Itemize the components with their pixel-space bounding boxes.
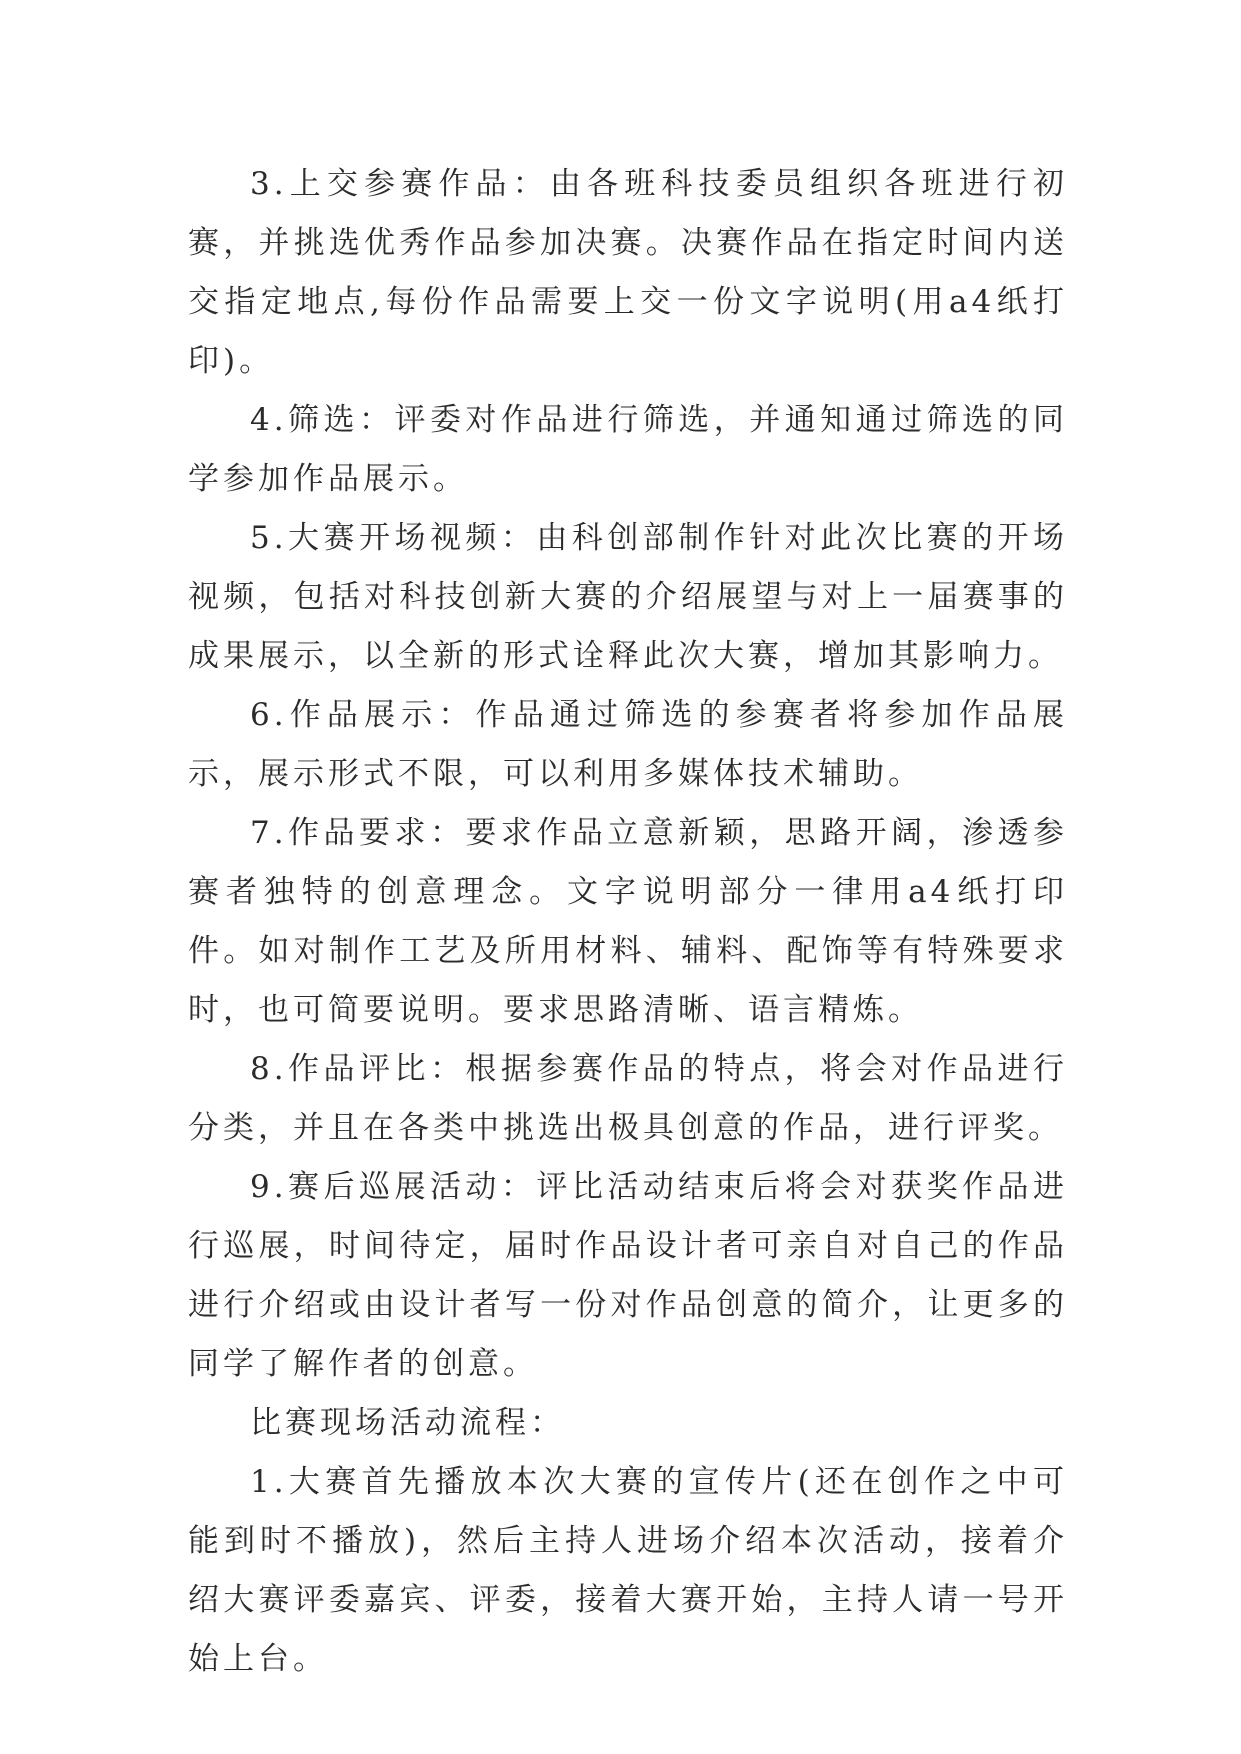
paragraph-submit-works: 3.上交参赛作品：由各班科技委员组织各班进行初赛，并挑选优秀作品参加决赛。决赛作品在指定时间内送交指定地点,每份作品需要上交一份文字说明(用a4纸打印)。 (188, 166, 1068, 379)
paragraph-work-display: 6.作品展示：作品通过筛选的参赛者将参加作品展示，展示形式不限，可以利用多媒体技术辅助。 (188, 697, 1068, 792)
paragraph-work-requirements: 7.作品要求：要求作品立意新颖，思路开阔，渗透参赛者独特的创意理念。文字说明部分一律用a4纸打印件。如对制作工艺及所用材料、辅料、配饰等有特殊要求时，也可简要说明。要求思路清晰、语言精炼。 (188, 815, 1068, 1028)
paragraph-onsite-flow-heading: 比赛现场活动流程： (250, 1405, 565, 1441)
paragraph-screening: 4.筛选：评委对作品进行筛选，并通知通过筛选的同学参加作品展示。 (188, 402, 1068, 497)
document-body (188, 155, 1068, 1689)
paragraph-touring-exhibition: 9.赛后巡展活动：评比活动结束后将会对获奖作品进行巡展，时间待定，届时作品设计者可亲自对自己的作品进行介绍或由设计者写一份对作品创意的简介，让更多的同学了解作者的创意。 (188, 1169, 1068, 1382)
paragraph-opening-video: 5.大赛开场视频：由科创部制作针对此次比赛的开场视频，包括对科技创新大赛的介绍展望与对上一届赛事的成果展示，以全新的形式诠释此次大赛，增加其影响力。 (188, 520, 1068, 674)
paragraph-onsite-flow-step-1: 1.大赛首先播放本次大赛的宣传片(还在创作之中可能到时不播放)，然后主持人进场介绍本次活动，接着介绍大赛评委嘉宾、评委，接着大赛开始，主持人请一号开始上台。 (188, 1464, 1068, 1677)
paragraph-work-evaluation: 8.作品评比：根据参赛作品的特点，将会对作品进行分类，并且在各类中挑选出极具创意的作品，进行评奖。 (188, 1051, 1068, 1146)
